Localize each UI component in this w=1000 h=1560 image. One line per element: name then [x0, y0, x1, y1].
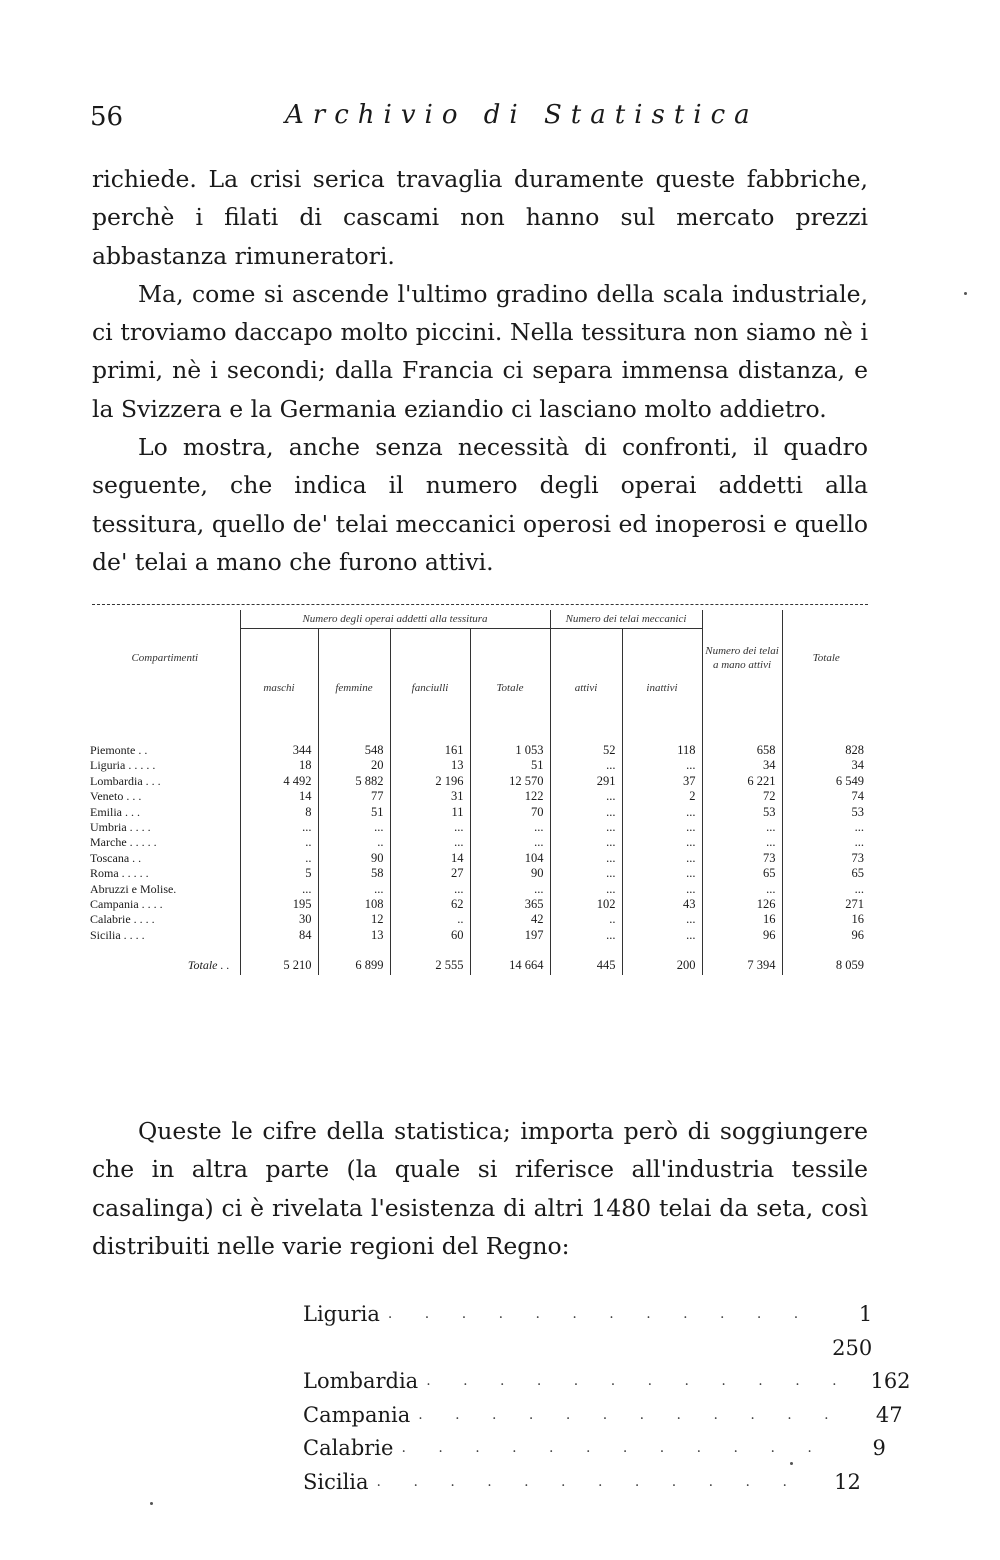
cell-inattivi: 200	[622, 943, 702, 975]
cell-fanciulli: ...	[390, 835, 470, 850]
cell-tot: 34	[782, 758, 870, 773]
cell-attivi: 102	[550, 897, 622, 912]
cell-femmine: 20	[318, 758, 390, 773]
cell-mano: 72	[702, 789, 782, 804]
distribution-item	[303, 1365, 911, 1399]
body-text-bottom	[92, 1112, 868, 1265]
cell-mano: 7 394	[702, 943, 782, 975]
table-row	[90, 897, 870, 912]
print-speck	[150, 1502, 153, 1505]
cell-totale: 365	[470, 897, 550, 912]
cell-fanciulli: 31	[390, 789, 470, 804]
row-region-name: Abruzzi e Molise.	[90, 881, 177, 896]
cell-tot: 16	[782, 912, 870, 927]
cell-maschi: 5	[240, 866, 318, 881]
cell-femmine: 77	[318, 789, 390, 804]
leader-dots: . . . . . . . . . . . .	[387, 1306, 813, 1322]
distribution-value: 47	[875, 1402, 903, 1427]
sub-femmine-header: femmine	[318, 629, 390, 706]
cell-femmine: 13	[318, 928, 390, 943]
distribution-value: 162	[870, 1369, 911, 1393]
cell-mano: 34	[702, 758, 782, 773]
table-row	[90, 866, 870, 881]
cell-inattivi: ...	[622, 928, 702, 943]
cell-maschi: 344	[240, 743, 318, 758]
cell-fanciulli: 62	[390, 897, 470, 912]
row-region-name: Veneto . . .	[90, 789, 142, 804]
cell-inattivi: ...	[622, 835, 702, 850]
cell-totale: 122	[470, 789, 550, 804]
cell-maschi: 14	[240, 789, 318, 804]
cell-tot: ...	[782, 820, 870, 835]
cell-fanciulli: 60	[390, 928, 470, 943]
distribution-value: 1 250	[832, 1302, 873, 1360]
page-header	[90, 96, 870, 136]
table-row	[90, 758, 870, 773]
paragraph: Lo mostra, anche senza necessità di confronti, il quadro seguente, che indica il numero degli operai addetti alla tessitura, quello de' telai meccanici operosi ed inoperosi e quello de' telai a mano che furono attivi.	[92, 433, 868, 576]
table-row	[90, 882, 870, 897]
cell-tot: 96	[782, 928, 870, 943]
cell-inattivi: ...	[622, 851, 702, 866]
row-region-name: Marche . . . . .	[90, 835, 157, 850]
row-region-name: Lombardia . . .	[90, 773, 161, 788]
cell-tot: 73	[782, 851, 870, 866]
print-speck	[790, 1462, 793, 1465]
cell-femmine: 58	[318, 866, 390, 881]
distribution-list	[303, 1298, 911, 1499]
table-row	[90, 743, 870, 758]
sub-maschi-header: maschi	[240, 629, 318, 706]
cell-fanciulli: 161	[390, 743, 470, 758]
print-speck	[964, 292, 967, 295]
distribution-item	[303, 1298, 873, 1365]
cell-maschi: 18	[240, 758, 318, 773]
cell-fanciulli: 14	[390, 851, 470, 866]
cell-totale: 42	[470, 912, 550, 927]
cell-maschi: 195	[240, 897, 318, 912]
cell-totale: 12 570	[470, 774, 550, 789]
cell-inattivi: ...	[622, 912, 702, 927]
cell-tot: 65	[782, 866, 870, 881]
cell-fanciulli: 27	[390, 866, 470, 881]
row-region-name: Umbria . . . .	[90, 820, 151, 835]
cell-maschi: 4 492	[240, 774, 318, 789]
col-compartimenti-header: Compartimenti	[131, 651, 199, 664]
col-totale-header: Totale	[782, 610, 870, 705]
cell-totale: 51	[470, 758, 550, 773]
cell-mano: 73	[702, 851, 782, 866]
distribution-region: Sicilia	[303, 1469, 369, 1494]
cell-mano: 96	[702, 928, 782, 943]
cell-femmine: ...	[318, 882, 390, 897]
cell-inattivi: 118	[622, 743, 702, 758]
sub-inattivi-header: inattivi	[622, 629, 702, 706]
cell-femmine: 12	[318, 912, 390, 927]
cell-mano: ...	[702, 835, 782, 850]
cell-mano: 6 221	[702, 774, 782, 789]
cell-inattivi: ...	[622, 882, 702, 897]
cell-attivi: 445	[550, 943, 622, 975]
cell-femmine: ..	[318, 835, 390, 850]
table-spacer-row	[90, 705, 870, 743]
sub-fanciulli-header: fanciulli	[390, 629, 470, 706]
cell-mano: 65	[702, 866, 782, 881]
cell-fanciulli: 13	[390, 758, 470, 773]
cell-tot: 74	[782, 789, 870, 804]
cell-mano: 53	[702, 805, 782, 820]
col-mano-header: Numero dei telai a mano attivi	[702, 610, 782, 705]
paragraph: richiede. La crisi serica travaglia duramente queste fabbriche, perchè i filati di cascami non hanno sul mercato prezzi abbastanza rimuneratori.	[92, 165, 868, 270]
group-operai-header: Numero degli operai addetti alla tessitura	[240, 610, 550, 629]
distribution-region: Lombardia	[303, 1369, 419, 1393]
cell-tot: 828	[782, 743, 870, 758]
distribution-item	[303, 1432, 886, 1466]
cell-femmine: 548	[318, 743, 390, 758]
cell-maschi: ...	[240, 882, 318, 897]
cell-fanciulli: 11	[390, 805, 470, 820]
cell-maschi: 8	[240, 805, 318, 820]
table-row	[90, 835, 870, 850]
row-region-name: Calabrie . . . .	[90, 912, 155, 927]
cell-maschi: 5 210	[240, 943, 318, 975]
body-text-top	[92, 160, 868, 581]
cell-femmine: ...	[318, 820, 390, 835]
cell-attivi: ...	[550, 851, 622, 866]
cell-attivi: ...	[550, 758, 622, 773]
cell-mano: 16	[702, 912, 782, 927]
cell-totale: 14 664	[470, 943, 550, 975]
table-body	[90, 705, 870, 975]
leader-dots: . . . . . . . . . . . .	[418, 1406, 843, 1423]
distribution-item	[303, 1399, 903, 1433]
cell-fanciulli: ...	[390, 820, 470, 835]
table-top-rule	[92, 604, 868, 605]
statistics-table	[90, 610, 870, 975]
cell-fanciulli: ..	[390, 912, 470, 927]
cell-attivi: ...	[550, 835, 622, 850]
cell-tot: 8 059	[782, 943, 870, 975]
cell-tot: 6 549	[782, 774, 870, 789]
table-row	[90, 774, 870, 789]
cell-femmine: 6 899	[318, 943, 390, 975]
leader-dots: . . . . . . . . . . . .	[401, 1440, 826, 1456]
cell-inattivi: ...	[622, 758, 702, 773]
cell-totale: ...	[470, 835, 550, 850]
cell-inattivi: 2	[622, 789, 702, 804]
sub-attivi-header: attivi	[550, 629, 622, 706]
paragraph: Queste le cifre della statistica; importa però di soggiungere che in altra parte (la quale si riferisce all'industria tessile casalinga) ci è rivelata l'esistenza di altri 1480 telai da seta, così distribuiti nelle varie regioni del Regno:	[92, 1117, 868, 1260]
cell-tot: 271	[782, 897, 870, 912]
cell-mano: ...	[702, 820, 782, 835]
table-row	[90, 820, 870, 835]
sub-totale-header: Totale	[470, 629, 550, 706]
cell-maschi: ...	[240, 820, 318, 835]
table-row	[90, 789, 870, 804]
cell-tot: 53	[782, 805, 870, 820]
table-row	[90, 851, 870, 866]
cell-attivi: ..	[550, 912, 622, 927]
cell-totale: 104	[470, 851, 550, 866]
cell-attivi: ...	[550, 789, 622, 804]
cell-maschi: ..	[240, 851, 318, 866]
cell-inattivi: ...	[622, 805, 702, 820]
group-meccanici-header: Numero dei telai meccanici	[550, 610, 702, 629]
row-region-name: Toscana . .	[90, 850, 142, 865]
cell-maschi: 30	[240, 912, 318, 927]
leader-dots: . . . . . . . . . . . .	[426, 1373, 851, 1389]
running-title: Archivio di Statistica	[285, 100, 759, 130]
cell-tot: ...	[782, 835, 870, 850]
cell-inattivi: 43	[622, 897, 702, 912]
distribution-region: Liguria	[303, 1302, 380, 1326]
cell-totale: ...	[470, 820, 550, 835]
cell-mano: ...	[702, 882, 782, 897]
cell-femmine: 90	[318, 851, 390, 866]
table-row	[90, 805, 870, 820]
cell-inattivi: 37	[622, 774, 702, 789]
cell-attivi: ...	[550, 882, 622, 897]
row-region-name: Liguria . . . . .	[90, 758, 156, 773]
cell-mano: 658	[702, 743, 782, 758]
cell-totale: 197	[470, 928, 550, 943]
cell-maschi: ..	[240, 835, 318, 850]
row-region-name: Piemonte . .	[90, 743, 148, 757]
cell-femmine: 5 882	[318, 774, 390, 789]
table-total-row	[90, 943, 870, 975]
cell-totale: ...	[470, 882, 550, 897]
cell-mano: 126	[702, 897, 782, 912]
cell-attivi: 291	[550, 774, 622, 789]
cell-attivi: ...	[550, 820, 622, 835]
cell-totale: 70	[470, 805, 550, 820]
table-row	[90, 912, 870, 927]
row-region-name: Totale . .	[187, 957, 230, 972]
cell-fanciulli: 2 555	[390, 943, 470, 975]
paragraph: Ma, come si ascende l'ultimo gradino della scala industriale, ci troviamo daccapo molto piccini. Nella tessitura non siamo nè i primi, nè i secondi; dalla Francia ci separa immensa distanza, e la Svizzera e la Germania eziandio ci lasciano molto addietro.	[92, 279, 868, 423]
row-region-name: Sicilia . . . .	[90, 927, 145, 942]
distribution-region: Calabrie	[303, 1436, 394, 1460]
table-row	[90, 928, 870, 943]
cell-femmine: 108	[318, 897, 390, 912]
cell-fanciulli: ...	[390, 882, 470, 897]
distribution-region: Campania	[303, 1402, 411, 1427]
distribution-value: 9	[872, 1436, 886, 1460]
cell-totale: 90	[470, 866, 550, 881]
cell-totale: 1 053	[470, 743, 550, 758]
distribution-item	[303, 1466, 861, 1500]
row-region-name: Emilia . . .	[90, 804, 140, 819]
cell-attivi: ...	[550, 928, 622, 943]
cell-femmine: 51	[318, 805, 390, 820]
row-region-name: Roma . . . . .	[90, 866, 149, 881]
distribution-value: 12	[834, 1469, 861, 1494]
page-number: 56	[90, 102, 124, 132]
row-region-name: Campania . . . .	[90, 897, 163, 912]
cell-inattivi: ...	[622, 866, 702, 881]
cell-fanciulli: 2 196	[390, 774, 470, 789]
cell-inattivi: ...	[622, 820, 702, 835]
cell-tot: ...	[782, 882, 870, 897]
cell-attivi: ...	[550, 805, 622, 820]
cell-attivi: ...	[550, 866, 622, 881]
leader-dots: . . . . . . . . . . . .	[376, 1473, 801, 1490]
cell-attivi: 52	[550, 743, 622, 758]
cell-maschi: 84	[240, 928, 318, 943]
